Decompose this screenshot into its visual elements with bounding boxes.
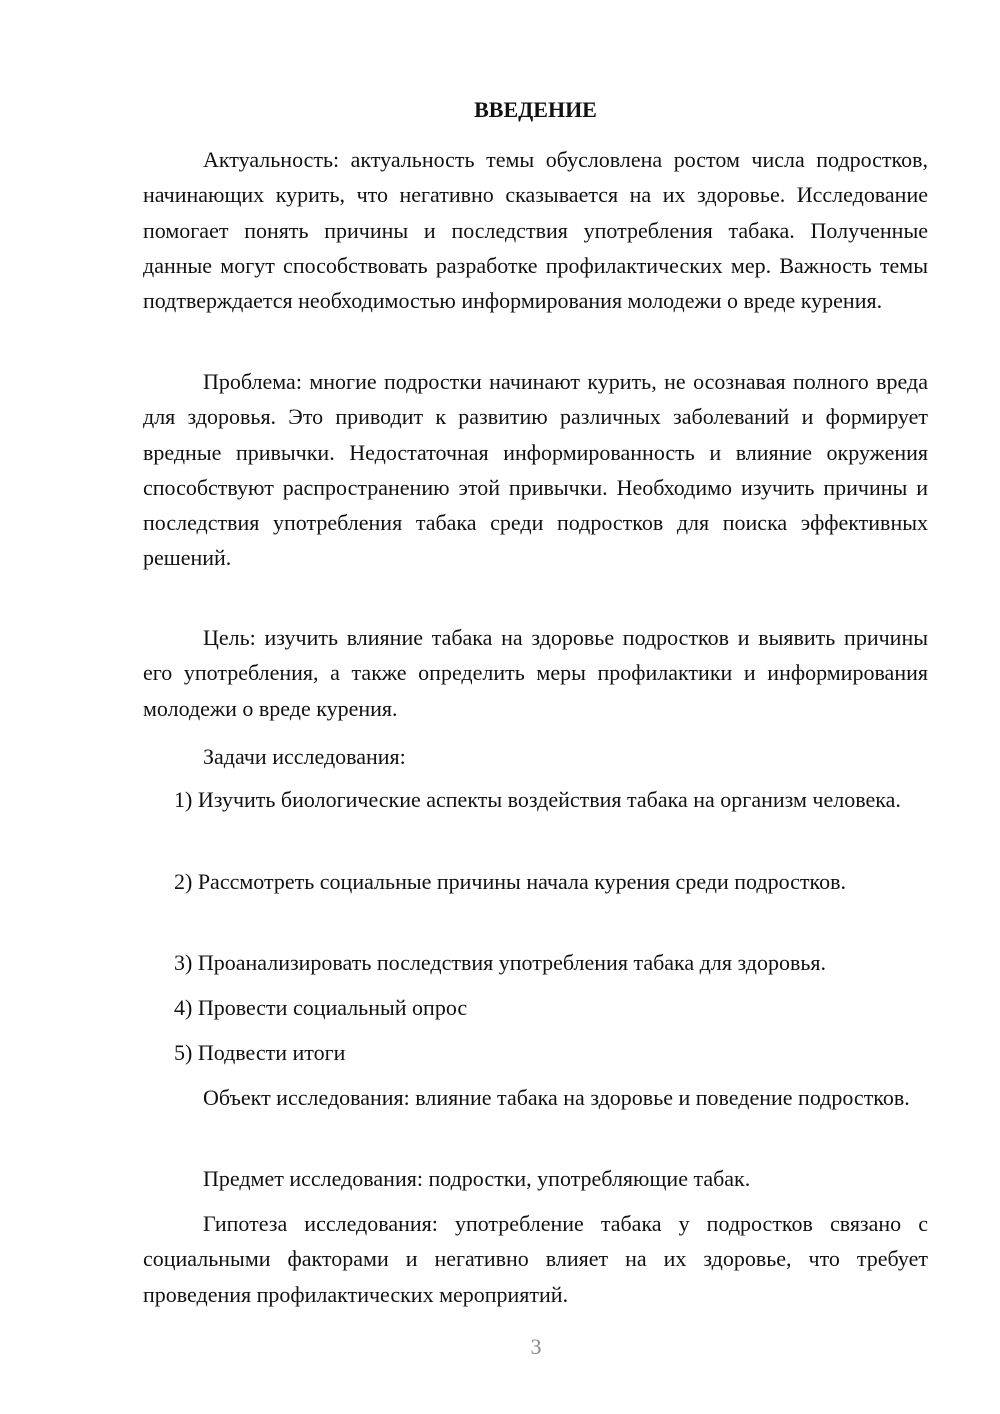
problem-paragraph: Проблема: многие подростки начинают курить, не осознавая полного вреда для здоровья. Это приводит к развитию различных заболеваний и формирует вредные привычки. Недостаточная информированность и влияние окружения способствуют распространению этой привычки. Необходимо изучить причины и последствия употребления табака среди подростков для поиска эффективных решений. (143, 369, 928, 571)
tasks-heading: Задачи исследования: (203, 744, 406, 769)
subject-paragraph: Предмет исследования: подростки, употребляющие табак. (203, 1166, 751, 1191)
object-paragraph: Объект исследования: влияние табака на здоровье и поведение подростков. (203, 1085, 910, 1110)
task-item-5: 5) Подвести итоги (174, 1040, 346, 1065)
task-item-1: 1) Изучить биологические аспекты воздействия табака на организм человека. (174, 787, 901, 812)
relevance-paragraph: Актуальность: актуальность темы обусловлена ростом числа подростков, начинающих курить, что негативно сказывается на их здоровье. Исследование помогает понять причины и последствия употребления табака. Полученные данные могут способствовать разработке профилактических мер. Важность темы подтверждается необходимостью информирования молодежи о вреде курения. (143, 147, 928, 314)
task-item-2: 2) Рассмотреть социальные причины начала курения среди подростков. (174, 869, 846, 894)
goal-paragraph: Цель: изучить влияние табака на здоровье подростков и выявить причины его употребления, а также определить меры профилактики и информирования молодежи о вреде курения. (143, 625, 928, 721)
hypothesis-paragraph: Гипотеза исследования: употребление табака у подростков связано с социальными факторами и негативно влияет на их здоровье, что требует проведения профилактических мероприятий. (143, 1211, 928, 1307)
section-title: ВВЕДЕНИЕ (474, 97, 597, 122)
task-item-3: 3) Проанализировать последствия употребления табака для здоровья. (174, 950, 826, 975)
page-number: 3 (530, 1334, 542, 1359)
task-item-4: 4) Провести социальный опрос (174, 995, 468, 1020)
